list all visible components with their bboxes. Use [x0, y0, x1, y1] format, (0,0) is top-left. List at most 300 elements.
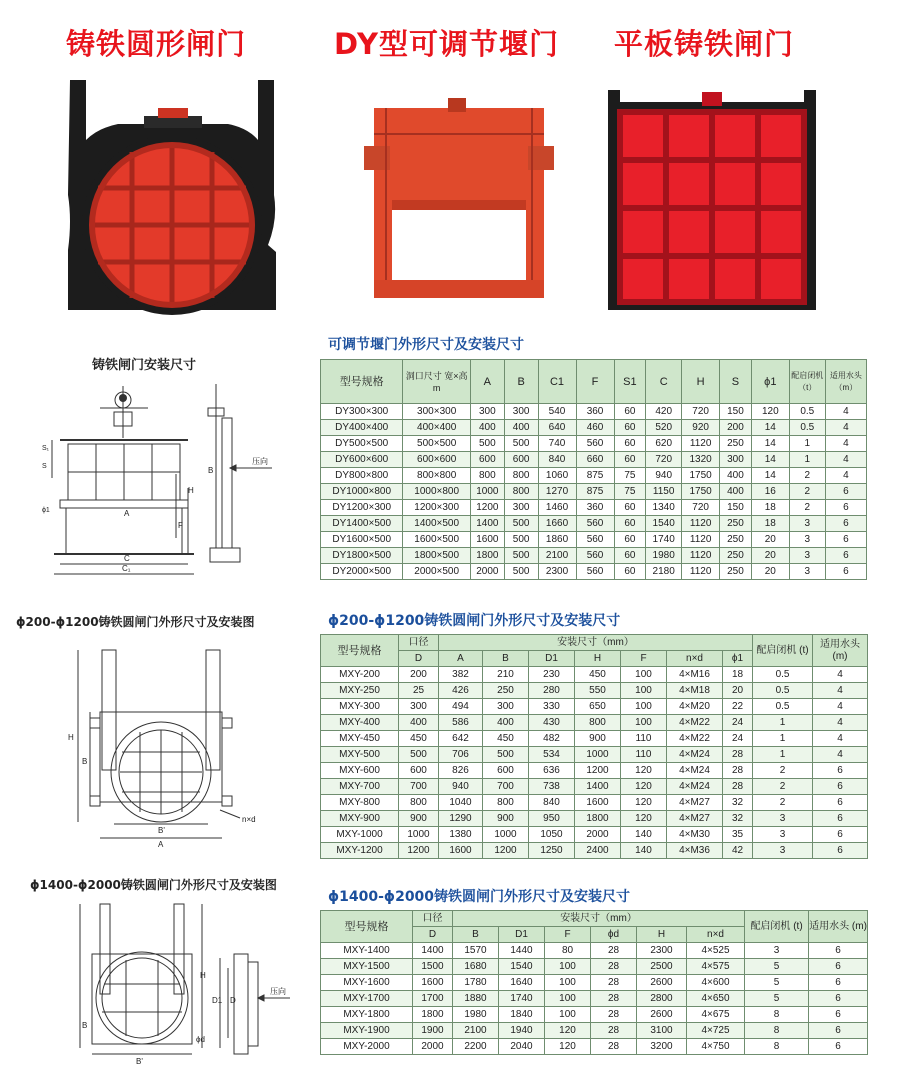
- table-cell: 22: [723, 699, 753, 715]
- label-b2: B: [82, 757, 88, 766]
- table-cell: 6: [825, 500, 866, 516]
- table-row: [321, 943, 868, 959]
- table-cell: 560: [576, 548, 614, 564]
- table-cell: 6: [809, 1007, 868, 1023]
- label-phi1: ϕ1: [42, 507, 50, 514]
- table-row: [321, 747, 868, 763]
- table-dy: [320, 359, 867, 580]
- table-cell: 4×525: [687, 943, 745, 959]
- table-cell: 900: [575, 731, 621, 747]
- table-cell: 2000: [470, 564, 504, 580]
- table-cell: 0.5: [753, 667, 813, 683]
- table-cell: DY2000×500: [321, 564, 403, 580]
- table-cell: 500: [504, 548, 538, 564]
- table-cell: 940: [646, 468, 682, 484]
- table-cell: 60: [614, 420, 646, 436]
- table-cell: 650: [575, 699, 621, 715]
- table-cell: DY300×300: [321, 404, 403, 420]
- table-cell: 1460: [538, 500, 576, 516]
- table-cell: 1600: [413, 975, 453, 991]
- table-cell: MXY-450: [321, 731, 399, 747]
- table-cell: 600: [483, 763, 529, 779]
- table-cell: 2000: [413, 1039, 453, 1055]
- table-cell: 1040: [439, 795, 483, 811]
- th-ml-d1: D1: [499, 927, 545, 943]
- table-cell: 1340: [646, 500, 682, 516]
- table-cell: 6: [825, 516, 866, 532]
- th-ml-bore: 口径: [413, 911, 453, 927]
- table-cell: DY1400×500: [321, 516, 403, 532]
- table-cell: 1: [789, 436, 825, 452]
- table-cell: 4×M24: [667, 779, 723, 795]
- table-row: [321, 420, 867, 436]
- table-cell: 60: [614, 564, 646, 580]
- table-cell: 60: [614, 516, 646, 532]
- table-cell: 1: [753, 731, 813, 747]
- table-cell: 426: [439, 683, 483, 699]
- table-cell: DY1000×800: [321, 484, 403, 500]
- table-cell: 3: [745, 943, 809, 959]
- table-cell: 4×M22: [667, 715, 723, 731]
- table-cell: 1800: [575, 811, 621, 827]
- table-cell: 400: [720, 484, 752, 500]
- table-cell: 120: [621, 795, 667, 811]
- table-cell: 600: [504, 452, 538, 468]
- table-row: [321, 436, 867, 452]
- table-cell: 500: [504, 532, 538, 548]
- table-cell: 250: [483, 683, 529, 699]
- table-cell: 1980: [646, 548, 682, 564]
- table-cell: MXY-1600: [321, 975, 413, 991]
- table-cell: 720: [682, 404, 720, 420]
- table-cell: 1880: [453, 991, 499, 1007]
- table-cell: 800: [483, 795, 529, 811]
- drawing2-title: ϕ200-ϕ1200铸铁圆闸门外形尺寸及安装图: [16, 615, 255, 629]
- table-cell: 230: [529, 667, 575, 683]
- table-row: [321, 959, 868, 975]
- table-cell: 1: [753, 747, 813, 763]
- table-cell: 120: [545, 1039, 591, 1055]
- table-cell: MXY-2000: [321, 1039, 413, 1055]
- table-cell: 4×M18: [667, 683, 723, 699]
- table-cell: 250: [720, 532, 752, 548]
- th-ms-d: D: [399, 651, 439, 667]
- table-cell: 950: [529, 811, 575, 827]
- table-row: [321, 548, 867, 564]
- table-cell: 720: [646, 452, 682, 468]
- th-dy-phi1: ϕ1: [751, 360, 789, 404]
- table-cell: 28: [723, 763, 753, 779]
- table-row: [321, 827, 868, 843]
- th-ml-head: 适用水头 (m): [809, 911, 868, 943]
- th-dy-f: F: [576, 360, 614, 404]
- table-cell: 500×500: [403, 436, 471, 452]
- th-ms-install: 安装尺寸（mm）: [439, 635, 753, 651]
- table-row: [321, 452, 867, 468]
- table-cell: 5: [745, 991, 809, 1007]
- table-cell: 1800: [470, 548, 504, 564]
- table-cell: 2100: [453, 1023, 499, 1039]
- table-row: [321, 795, 868, 811]
- table-cell: 600: [399, 763, 439, 779]
- drawing1-title: 铸铁闸门安装尺寸: [92, 358, 197, 373]
- table-cell: 6: [809, 991, 868, 1007]
- label-h3: H: [200, 971, 206, 980]
- th-ml-hoist: 配启闭机 (t): [745, 911, 809, 943]
- table-cell: 5: [745, 975, 809, 991]
- th-ms-b: B: [483, 651, 529, 667]
- table-cell: 450: [575, 667, 621, 683]
- table-row: [321, 975, 868, 991]
- table-row: [321, 516, 867, 532]
- table-cell: 6: [809, 1039, 868, 1055]
- table-cell: 450: [399, 731, 439, 747]
- table-cell: 420: [646, 404, 682, 420]
- table-cell: 4: [825, 436, 866, 452]
- table-cell: 1400: [575, 779, 621, 795]
- table-cell: 875: [576, 484, 614, 500]
- th-ms-h: H: [575, 651, 621, 667]
- th-ms-phi1: ϕ1: [723, 651, 753, 667]
- table-cell: MXY-1500: [321, 959, 413, 975]
- table-cell: 1570: [453, 943, 499, 959]
- table-cell: 494: [439, 699, 483, 715]
- th-ml-f: F: [545, 927, 591, 943]
- table-cell: 6: [825, 484, 866, 500]
- table-cell: 8: [745, 1023, 809, 1039]
- table-row: [321, 667, 868, 683]
- table-cell: 1380: [439, 827, 483, 843]
- table-cell: 1000: [470, 484, 504, 500]
- table-cell: 120: [621, 811, 667, 827]
- th-dy-s1: S1: [614, 360, 646, 404]
- table-cell: 920: [682, 420, 720, 436]
- table-cell: 500: [483, 747, 529, 763]
- table-cell: 2: [753, 795, 813, 811]
- label-h2: H: [68, 733, 74, 742]
- table-cell: 430: [529, 715, 575, 731]
- table-cell: 14: [751, 468, 789, 484]
- th-ml-model: 型号规格: [321, 911, 413, 943]
- table-mxy-large: [320, 910, 868, 1055]
- table-cell: 20: [751, 564, 789, 580]
- table-cell: 32: [723, 795, 753, 811]
- table-cell: 200: [720, 420, 752, 436]
- table-cell: 1700: [413, 991, 453, 1007]
- table-cell: 1050: [529, 827, 575, 843]
- table-cell: 4×600: [687, 975, 745, 991]
- table-row: [321, 484, 867, 500]
- table-cell: 636: [529, 763, 575, 779]
- table-cell: 4×M24: [667, 747, 723, 763]
- table-cell: 586: [439, 715, 483, 731]
- table-cell: 1780: [453, 975, 499, 991]
- table-cell: 60: [614, 500, 646, 516]
- table-cell: 1750: [682, 468, 720, 484]
- table-cell: 1440: [499, 943, 545, 959]
- table-cell: 120: [545, 1023, 591, 1039]
- label-c: C: [124, 554, 130, 563]
- large-round-gate-drawing: [70, 898, 300, 1068]
- table-mxy-small: [320, 634, 868, 859]
- table-row: [321, 683, 868, 699]
- table-cell: 6: [825, 548, 866, 564]
- table-cell: MXY-1400: [321, 943, 413, 959]
- label-d3: D: [230, 996, 236, 1005]
- table-cell: 1: [789, 452, 825, 468]
- table-cell: 120: [621, 763, 667, 779]
- table-cell: 482: [529, 731, 575, 747]
- table-cell: 100: [545, 991, 591, 1007]
- table-cell: 4×575: [687, 959, 745, 975]
- table-cell: 2000×500: [403, 564, 471, 580]
- th-dy-model: 型号规格: [321, 360, 403, 404]
- th-ms-head: 适用水头 (m): [813, 635, 868, 667]
- table-cell: 1: [753, 715, 813, 731]
- table-cell: 8: [745, 1039, 809, 1055]
- table-cell: 2: [789, 468, 825, 484]
- table-cell: 826: [439, 763, 483, 779]
- table-cell: MXY-600: [321, 763, 399, 779]
- table-cell: MXY-1800: [321, 1007, 413, 1023]
- table-cell: 534: [529, 747, 575, 763]
- table-cell: 2100: [538, 548, 576, 564]
- table-row: [321, 532, 867, 548]
- table-cell: 14: [751, 420, 789, 436]
- table-cell: 875: [576, 468, 614, 484]
- th-dy-hoist: 配启闭机（t）: [789, 360, 825, 404]
- label-nxd2: n×d: [242, 815, 256, 824]
- table-cell: MXY-300: [321, 699, 399, 715]
- table-cell: 940: [439, 779, 483, 795]
- table-cell: MXY-1900: [321, 1023, 413, 1039]
- label-s1: S₁: [42, 445, 50, 452]
- table-cell: 300: [504, 404, 538, 420]
- table-cell: 1120: [682, 436, 720, 452]
- table-cell: 6: [809, 975, 868, 991]
- table-cell: 1270: [538, 484, 576, 500]
- table-cell: 20: [723, 683, 753, 699]
- table-cell: 6: [825, 564, 866, 580]
- th-dy-a: A: [470, 360, 504, 404]
- table-cell: 4×675: [687, 1007, 745, 1023]
- table-cell: 140: [621, 827, 667, 843]
- table-cell: 300: [483, 699, 529, 715]
- table-row: [321, 715, 868, 731]
- table-cell: 1000: [483, 827, 529, 843]
- table-cell: 2300: [637, 943, 687, 959]
- title-dy-weir-gate: DY型可调节堰门: [334, 27, 559, 61]
- dy-install-drawing: [40, 378, 300, 578]
- table-cell: 140: [621, 843, 667, 859]
- table-cell: 4: [813, 699, 868, 715]
- table-cell: 4: [813, 715, 868, 731]
- table-mxy-small-title: ϕ200-ϕ1200铸铁圆闸门外形尺寸及安装尺寸: [328, 613, 621, 629]
- table-cell: 120: [751, 404, 789, 420]
- table-cell: 4: [825, 420, 866, 436]
- label-f: F: [178, 521, 183, 530]
- table-cell: 6: [813, 795, 868, 811]
- table-cell: 1600: [470, 532, 504, 548]
- table-cell: 3: [789, 532, 825, 548]
- table-cell: 100: [621, 715, 667, 731]
- table-cell: 6: [813, 763, 868, 779]
- table-cell: 280: [529, 683, 575, 699]
- table-cell: 6: [813, 843, 868, 859]
- title-cast-round-gate: 铸铁圆形闸门: [66, 27, 247, 61]
- table-cell: 60: [614, 548, 646, 564]
- table-cell: MXY-250: [321, 683, 399, 699]
- table-cell: 560: [576, 436, 614, 452]
- table-cell: 20: [751, 532, 789, 548]
- table-cell: DY1800×500: [321, 548, 403, 564]
- table-cell: 700: [399, 779, 439, 795]
- table-row: [321, 468, 867, 484]
- table-cell: MXY-700: [321, 779, 399, 795]
- label-flow3: 压向: [270, 987, 286, 996]
- table-cell: 3200: [637, 1039, 687, 1055]
- table-cell: 0.5: [753, 699, 813, 715]
- table-cell: 500: [504, 436, 538, 452]
- table-cell: 4×M27: [667, 795, 723, 811]
- table-cell: MXY-800: [321, 795, 399, 811]
- table-cell: 600×600: [403, 452, 471, 468]
- table-cell: 6: [825, 532, 866, 548]
- table-cell: 500: [504, 516, 538, 532]
- table-cell: 300: [470, 404, 504, 420]
- table-cell: 1000: [575, 747, 621, 763]
- table-cell: 1680: [453, 959, 499, 975]
- th-dy-opening: 洞口尺寸 宽×高 m: [403, 360, 471, 404]
- table-cell: 100: [545, 975, 591, 991]
- table-cell: 640: [538, 420, 576, 436]
- table-cell: 900: [399, 811, 439, 827]
- th-ms-a: A: [439, 651, 483, 667]
- table-cell: 0.5: [753, 683, 813, 699]
- table-cell: 1290: [439, 811, 483, 827]
- table-cell: 460: [576, 420, 614, 436]
- table-cell: 900: [483, 811, 529, 827]
- table-row: [321, 1007, 868, 1023]
- label-b: B: [208, 466, 214, 475]
- table-cell: 800: [399, 795, 439, 811]
- table-cell: 560: [576, 516, 614, 532]
- table-cell: 5: [745, 959, 809, 975]
- table-cell: 3: [789, 548, 825, 564]
- table-cell: 250: [720, 564, 752, 580]
- table-cell: 18: [723, 667, 753, 683]
- table-row: [321, 1039, 868, 1055]
- table-cell: 3: [753, 827, 813, 843]
- table-row: [321, 763, 868, 779]
- table-cell: DY600×600: [321, 452, 403, 468]
- label-flow: 压向: [252, 457, 268, 466]
- th-dy-head: 适用水头（m）: [825, 360, 866, 404]
- th-ml-h: H: [637, 927, 687, 943]
- th-dy-b: B: [504, 360, 538, 404]
- table-cell: 500: [504, 564, 538, 580]
- table-cell: DY500×500: [321, 436, 403, 452]
- table-cell: 1060: [538, 468, 576, 484]
- th-ms-hoist: 配启闭机 (t): [753, 635, 813, 667]
- table-row: [321, 779, 868, 795]
- table-cell: 6: [813, 811, 868, 827]
- table-cell: 400×400: [403, 420, 471, 436]
- table-cell: 1900: [413, 1023, 453, 1039]
- table-cell: 1120: [682, 548, 720, 564]
- table-cell: 300: [399, 699, 439, 715]
- table-cell: 60: [614, 532, 646, 548]
- table-cell: 2600: [637, 975, 687, 991]
- table-cell: 3: [789, 564, 825, 580]
- table-cell: 100: [621, 667, 667, 683]
- table-cell: 4×750: [687, 1039, 745, 1055]
- table-cell: 0.5: [789, 420, 825, 436]
- table-cell: 1150: [646, 484, 682, 500]
- table-cell: 800: [470, 468, 504, 484]
- table-cell: 4: [825, 404, 866, 420]
- th-ml-nxd: n×d: [687, 927, 745, 943]
- table-cell: 6: [809, 1023, 868, 1039]
- table-cell: MXY-400: [321, 715, 399, 731]
- th-dy-c1: C1: [538, 360, 576, 404]
- table-cell: 500: [399, 747, 439, 763]
- table-cell: 100: [621, 683, 667, 699]
- table-row: [321, 731, 868, 747]
- label-c1: C₁: [122, 564, 131, 573]
- table-cell: 4×M20: [667, 699, 723, 715]
- table-cell: 250: [720, 548, 752, 564]
- table-cell: 2400: [575, 843, 621, 859]
- drawing3-title: ϕ1400-ϕ2000铸铁圆闸门外形尺寸及安装图: [30, 878, 277, 892]
- table-cell: 8: [745, 1007, 809, 1023]
- table-cell: 1800×500: [403, 548, 471, 564]
- table-cell: 16: [751, 484, 789, 500]
- table-cell: 28: [591, 991, 637, 1007]
- table-cell: MXY-1200: [321, 843, 399, 859]
- table-row: [321, 564, 867, 580]
- table-cell: 6: [809, 943, 868, 959]
- table-cell: 4: [825, 468, 866, 484]
- table-cell: DY1600×500: [321, 532, 403, 548]
- table-cell: 28: [591, 975, 637, 991]
- table-cell: MXY-1000: [321, 827, 399, 843]
- table-cell: 28: [591, 1023, 637, 1039]
- table-cell: 1640: [499, 975, 545, 991]
- table-cell: 4×M24: [667, 763, 723, 779]
- table-cell: 100: [545, 1007, 591, 1023]
- small-round-gate-drawing: [60, 640, 280, 850]
- label-a2: A: [158, 840, 164, 849]
- table-cell: 400: [399, 715, 439, 731]
- table-cell: 4×M36: [667, 843, 723, 859]
- table-cell: 60: [614, 404, 646, 420]
- table-cell: 700: [483, 779, 529, 795]
- table-cell: 28: [723, 747, 753, 763]
- table-cell: 2180: [646, 564, 682, 580]
- label-bprime3: B': [136, 1057, 143, 1066]
- th-ms-d1: D1: [529, 651, 575, 667]
- table-cell: 150: [720, 404, 752, 420]
- table-cell: 382: [439, 667, 483, 683]
- table-cell: 1400×500: [403, 516, 471, 532]
- table-cell: 1120: [682, 532, 720, 548]
- table-cell: 1750: [682, 484, 720, 500]
- th-ms-f: F: [621, 651, 667, 667]
- table-cell: 560: [576, 564, 614, 580]
- table-cell: 6: [813, 827, 868, 843]
- table-cell: 1980: [453, 1007, 499, 1023]
